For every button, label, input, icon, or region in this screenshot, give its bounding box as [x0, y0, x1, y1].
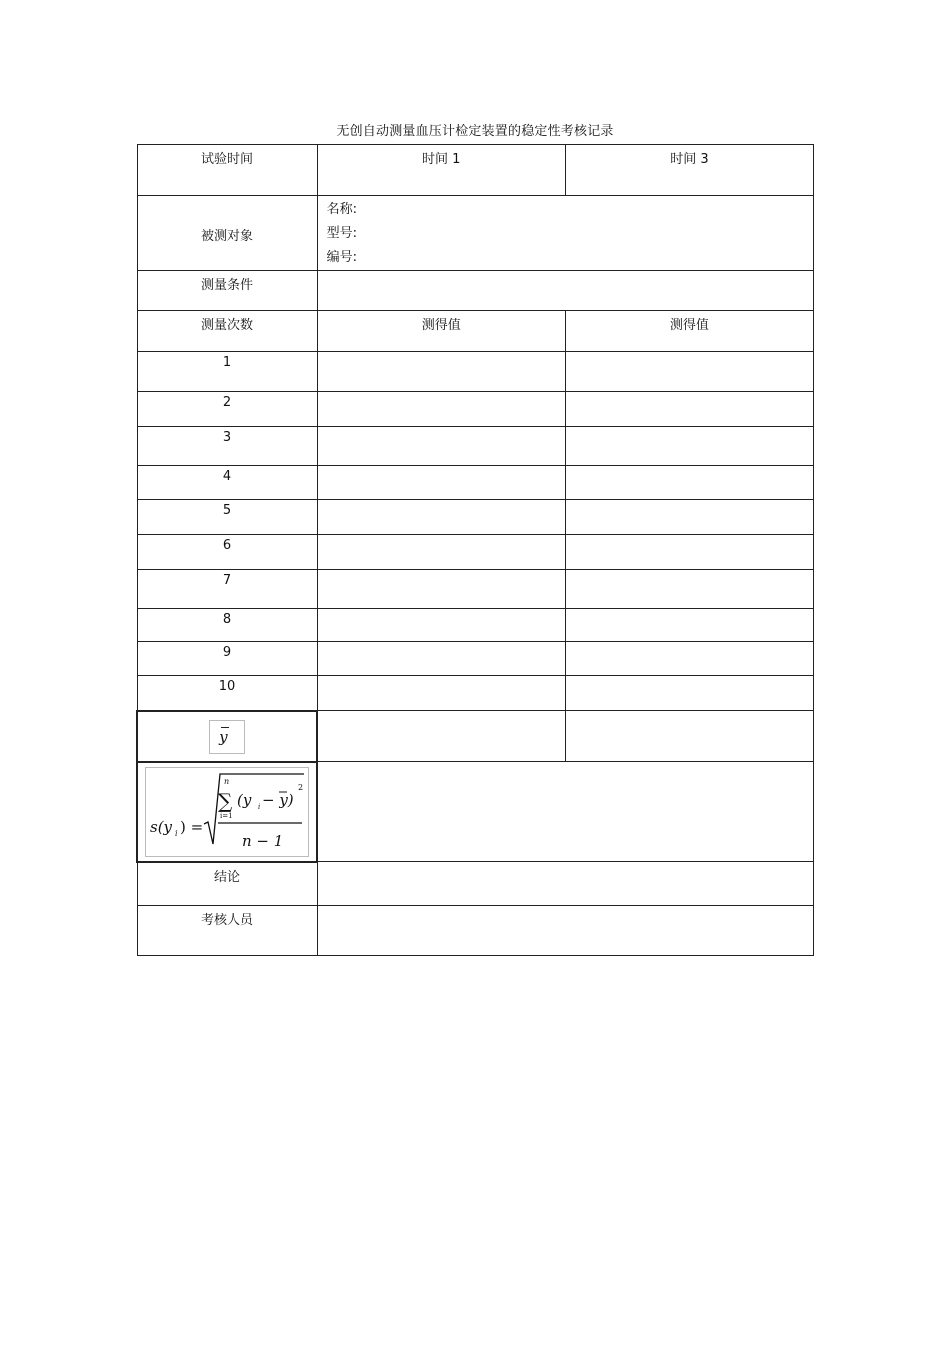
stddev-formula-image [145, 767, 309, 857]
value-cell [317, 352, 565, 392]
value-cell [565, 570, 813, 609]
mean-value-1 [317, 711, 565, 762]
conditions-label: 测量条件 [137, 271, 317, 311]
table-row [137, 427, 814, 466]
formula-s: s(y [150, 817, 173, 836]
value-cell [317, 676, 565, 711]
term-rest: − y) [262, 790, 294, 809]
value-cell [317, 642, 565, 676]
table-row [137, 676, 814, 711]
mean-row [137, 711, 814, 762]
table-row [137, 609, 814, 642]
table-row [137, 466, 814, 500]
row-number: 8 [137, 609, 317, 642]
formula-equals: ) = [180, 817, 204, 836]
measured-value-header-2: 测得值 [565, 311, 813, 352]
mean-formula-image [209, 720, 245, 754]
header-row [137, 145, 814, 196]
table-row [137, 570, 814, 609]
measure-count-label: 测量次数 [137, 311, 317, 352]
row-number: 1 [137, 352, 317, 392]
row-number: 9 [137, 642, 317, 676]
value-cell [565, 535, 813, 570]
stddev-formula-cell [137, 762, 317, 862]
conclusion-value [317, 862, 813, 906]
value-cell [317, 466, 565, 500]
denominator: n − 1 [242, 831, 284, 850]
conclusion-row [137, 862, 814, 906]
subject-row [137, 196, 814, 271]
formula-sub-i: i [175, 828, 178, 838]
row-number: 5 [137, 500, 317, 535]
value-cell [565, 676, 813, 711]
table-row [137, 352, 814, 392]
row-number: 2 [137, 392, 317, 427]
term-y: (y [237, 790, 252, 809]
conditions-value [317, 271, 813, 311]
term-sub-i: i [258, 802, 261, 811]
value-cell [565, 427, 813, 466]
subject-name-label: 名称: [326, 202, 358, 217]
stddev-row [137, 762, 814, 862]
table-row [137, 535, 814, 570]
value-cell [565, 609, 813, 642]
subject-number-label: 编号: [326, 250, 358, 265]
row-number: 7 [137, 570, 317, 609]
table-row [137, 392, 814, 427]
row-number: 4 [137, 466, 317, 500]
test-time-label: 试验时间 [137, 145, 317, 196]
value-cell [565, 642, 813, 676]
power-2: 2 [298, 782, 304, 792]
subject-label: 被测对象 [137, 196, 317, 271]
table-row [137, 500, 814, 535]
value-cell [317, 427, 565, 466]
value-cell [565, 500, 813, 535]
value-cell [317, 500, 565, 535]
mean-value-2 [565, 711, 813, 762]
row-number: 3 [137, 427, 317, 466]
value-cell [317, 570, 565, 609]
examiner-label: 考核人员 [137, 906, 317, 956]
value-cell [565, 392, 813, 427]
value-cell [317, 535, 565, 570]
stddev-value [317, 762, 813, 862]
conditions-row [137, 271, 814, 311]
stddev-formula [146, 768, 308, 856]
row-number: 10 [137, 676, 317, 711]
sum-sign: ∑ [218, 788, 233, 813]
measure-header-row [137, 311, 814, 352]
table-row [137, 642, 814, 676]
document-title: 无创自动测量血压计检定装置的稳定性考核记录 [336, 124, 614, 139]
stability-record-table [136, 144, 814, 956]
examiner-value [317, 906, 813, 956]
row-number: 6 [137, 535, 317, 570]
value-cell [565, 352, 813, 392]
subject-model-label: 型号: [326, 226, 358, 241]
measured-value-header-1: 测得值 [317, 311, 565, 352]
value-cell [565, 466, 813, 500]
time-1-header: 时间 1 [317, 145, 565, 196]
conclusion-label: 结论 [137, 862, 317, 906]
subject-details [317, 196, 813, 271]
mean-symbol-cell [137, 711, 317, 762]
time-3-header: 时间 3 [565, 145, 813, 196]
sum-lower: i=1 [220, 811, 233, 820]
examiner-row [137, 906, 814, 956]
value-cell [317, 392, 565, 427]
mean-symbol: y [219, 727, 228, 746]
sum-upper: n [224, 776, 230, 786]
value-cell [317, 609, 565, 642]
